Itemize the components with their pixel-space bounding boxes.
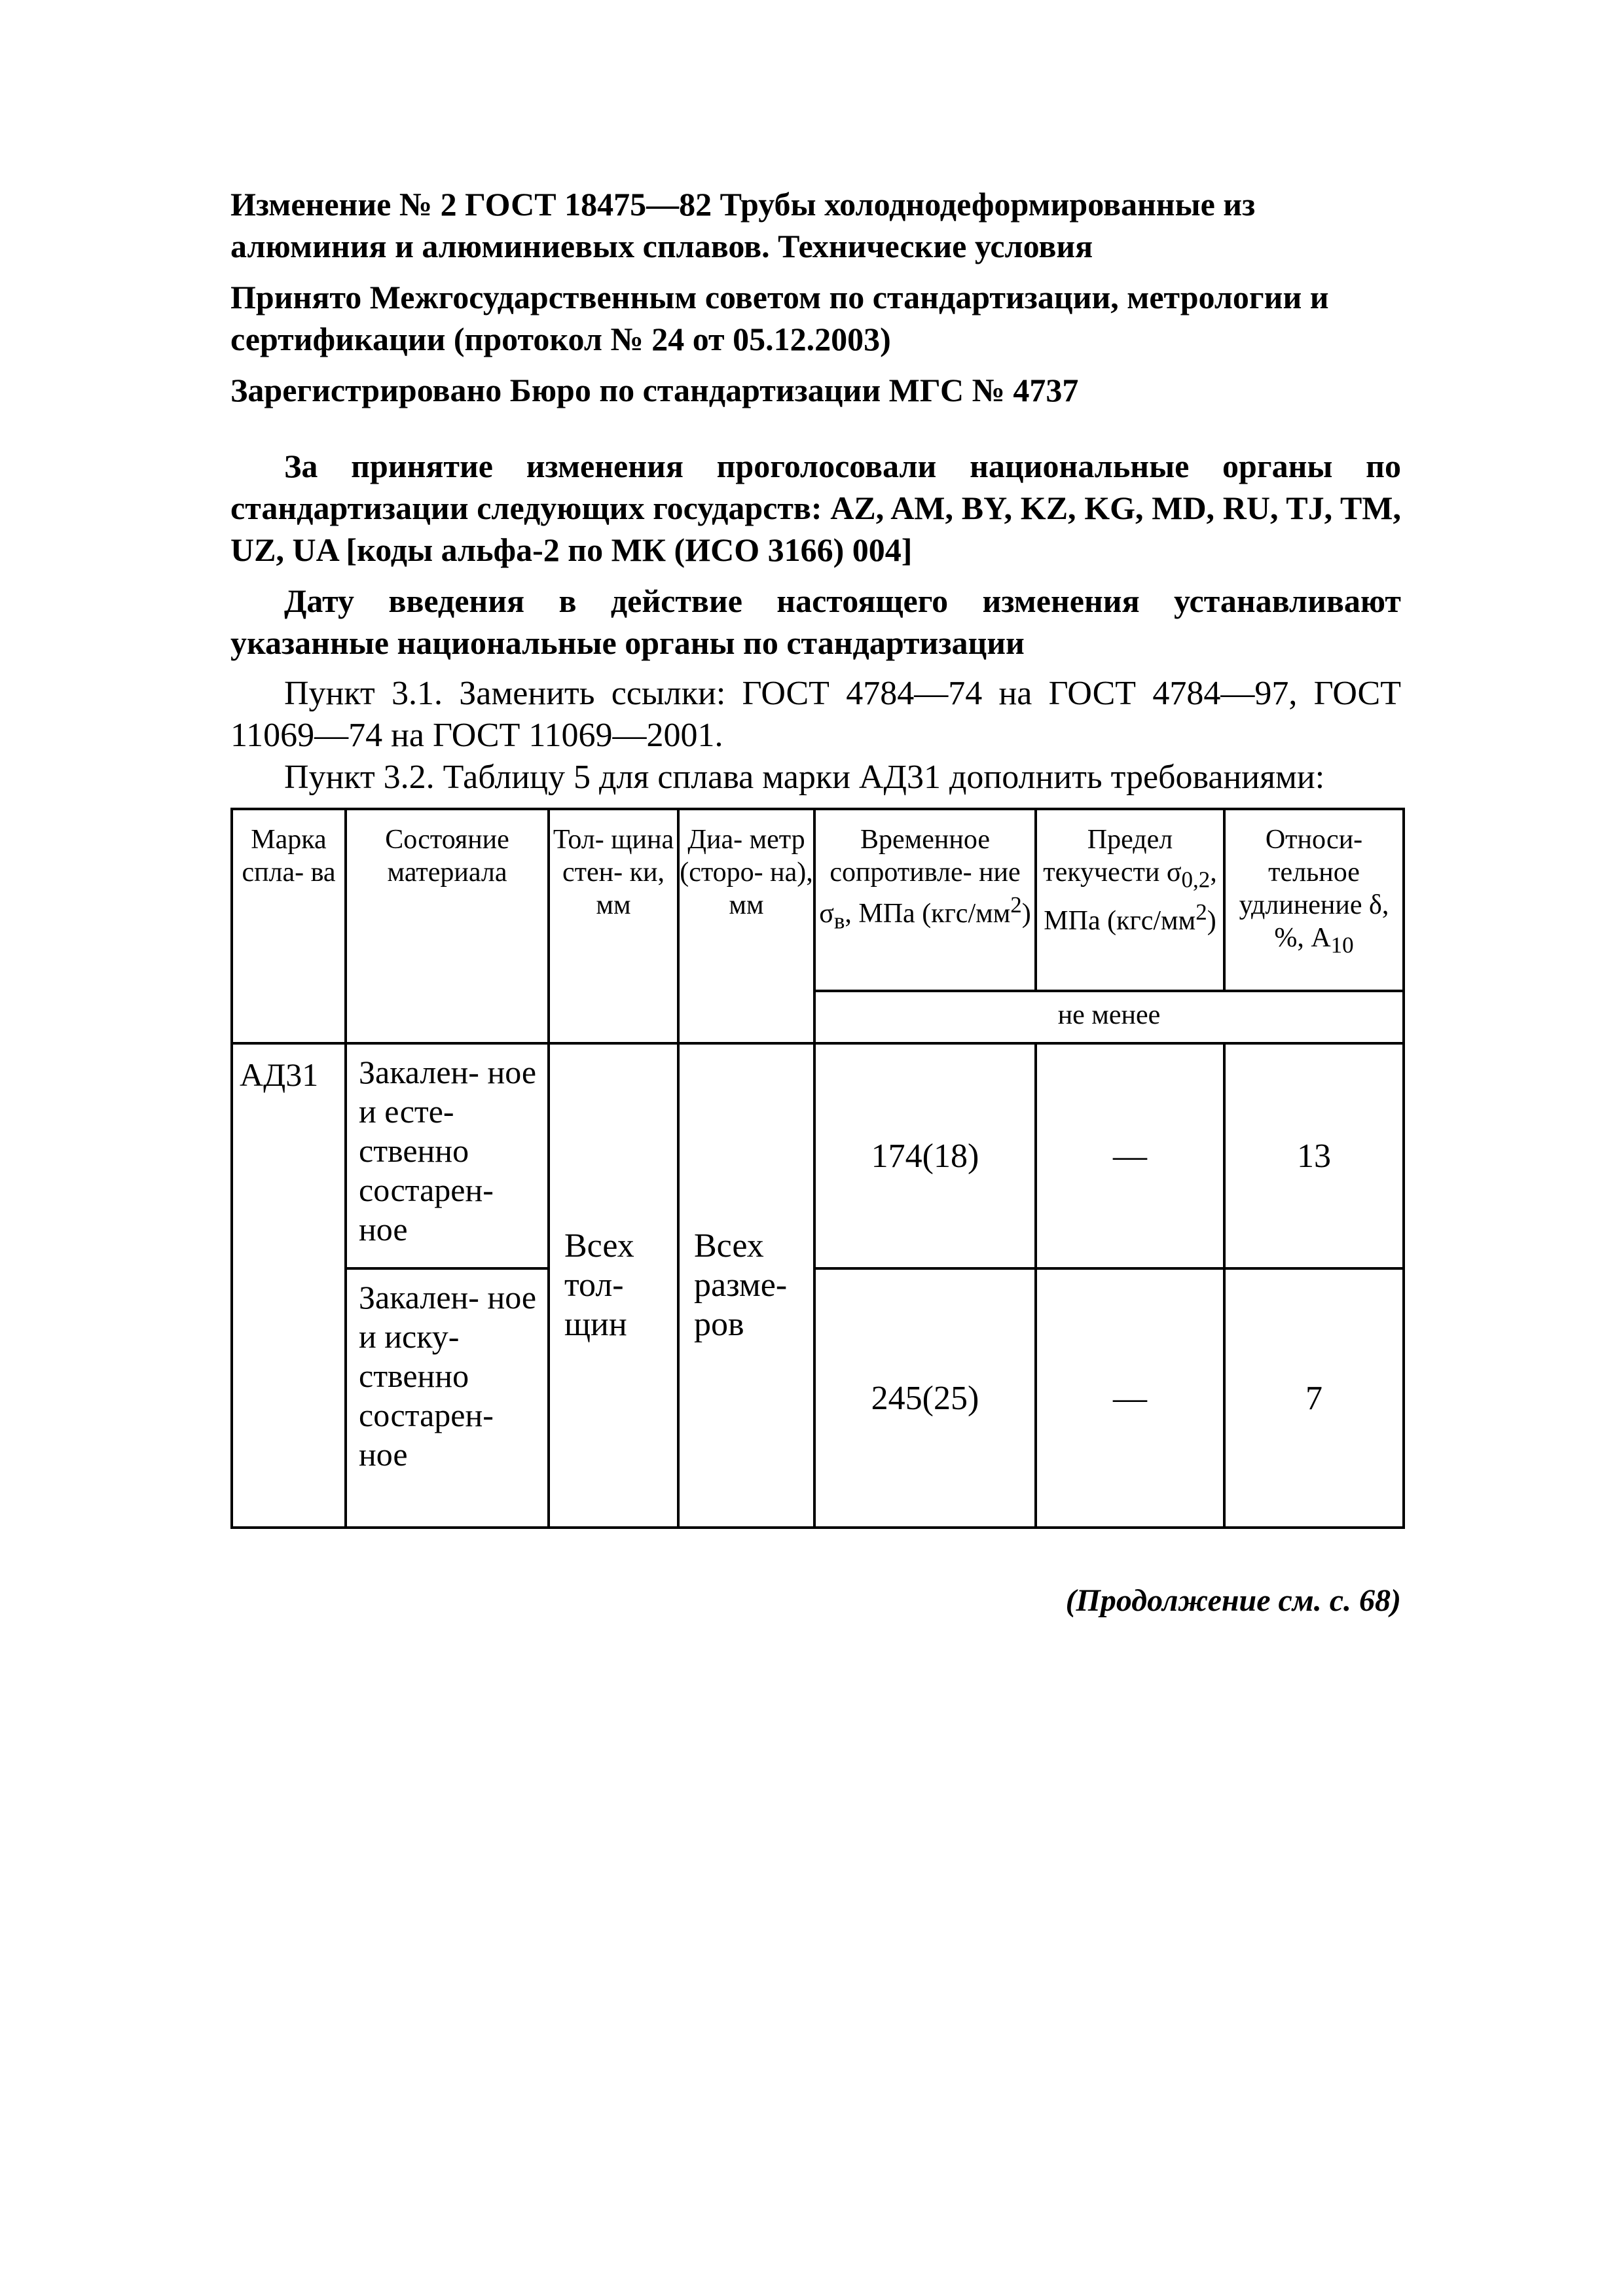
thickness-cell: Всех тол- щин	[549, 1043, 678, 1528]
effective-date-note: Дату введения в действие настоящего изменения устанавливают указанные национальные органы по стандартизации	[230, 583, 1401, 661]
document-body	[230, 183, 1401, 798]
header-grade: Марка спла- ва	[232, 809, 346, 1043]
header-diameter: Диа- метр (сторо- на), мм	[678, 809, 814, 1043]
table-row	[232, 1043, 1404, 1268]
header-yield-strength: Предел текучести $\sigma_{0,2}$, МПа $(кгс/мм^2)$	[1036, 809, 1224, 991]
yield-cell: —	[1036, 1268, 1224, 1528]
elongation-cell: 7	[1224, 1268, 1404, 1528]
item-3-1: Пункт 3.1. Заменить ссылки: ГОСТ 4784—74 на ГОСТ 4784—97, ГОСТ 11069—74 на ГОСТ 11069—2001.	[230, 675, 1401, 754]
header-not-less: не менее	[814, 991, 1404, 1043]
voting-note: За принятие изменения проголосовали национальные органы по стандартизации следующих государств: AZ, AM, BY, KZ, KG, MD, RU, TJ, TM, UZ, UA [коды альфа-2 по МК (ИСО 3166) 004]	[230, 448, 1401, 568]
document-title: Изменение № 2 ГОСТ 18475—82 Трубы холоднодеформированные из алюминия и алюминиевых сплавов. Технические условия	[230, 186, 1256, 264]
header-state: Состояние материала	[346, 809, 549, 1043]
header-thickness: Тол- щина стен- ки, мм	[549, 809, 678, 1043]
state-cell: Закален- ное и есте- ственно состарен- ное	[346, 1043, 549, 1268]
registration-note: Зарегистрировано Бюро по стандартизации МГС № 4737	[230, 372, 1079, 408]
continuation-note: (Продолжение см. с. 68)	[1065, 1583, 1401, 1618]
table-row	[232, 1268, 1404, 1528]
tensile-cell: 245(25)	[814, 1268, 1036, 1528]
header-elongation: Относи- тельное удлинение δ, %, $А_{10}$	[1224, 809, 1404, 991]
tensile-cell: 174(18)	[814, 1043, 1036, 1268]
requirements-table	[230, 808, 1405, 1529]
diameter-cell: Всех разме- ров	[678, 1043, 814, 1528]
header-tensile-strength: Временное сопротивле- ние $\sigma_в$, МПа $(кгс/мм^2)$	[814, 809, 1036, 991]
adoption-note: Принято Межгосударственным советом по стандартизации, метрологии и сертификации (протокол № 24 от 05.12.2003)	[230, 279, 1329, 357]
state-cell: Закален- ное и иску- ственно состарен- ное	[346, 1268, 549, 1528]
item-3-2: Пункт 3.2. Таблицу 5 для сплава марки АД31 дополнить требованиями:	[284, 759, 1325, 796]
elongation-cell: 13	[1224, 1043, 1404, 1268]
yield-cell: —	[1036, 1043, 1224, 1268]
grade-cell: АД31	[232, 1043, 346, 1528]
